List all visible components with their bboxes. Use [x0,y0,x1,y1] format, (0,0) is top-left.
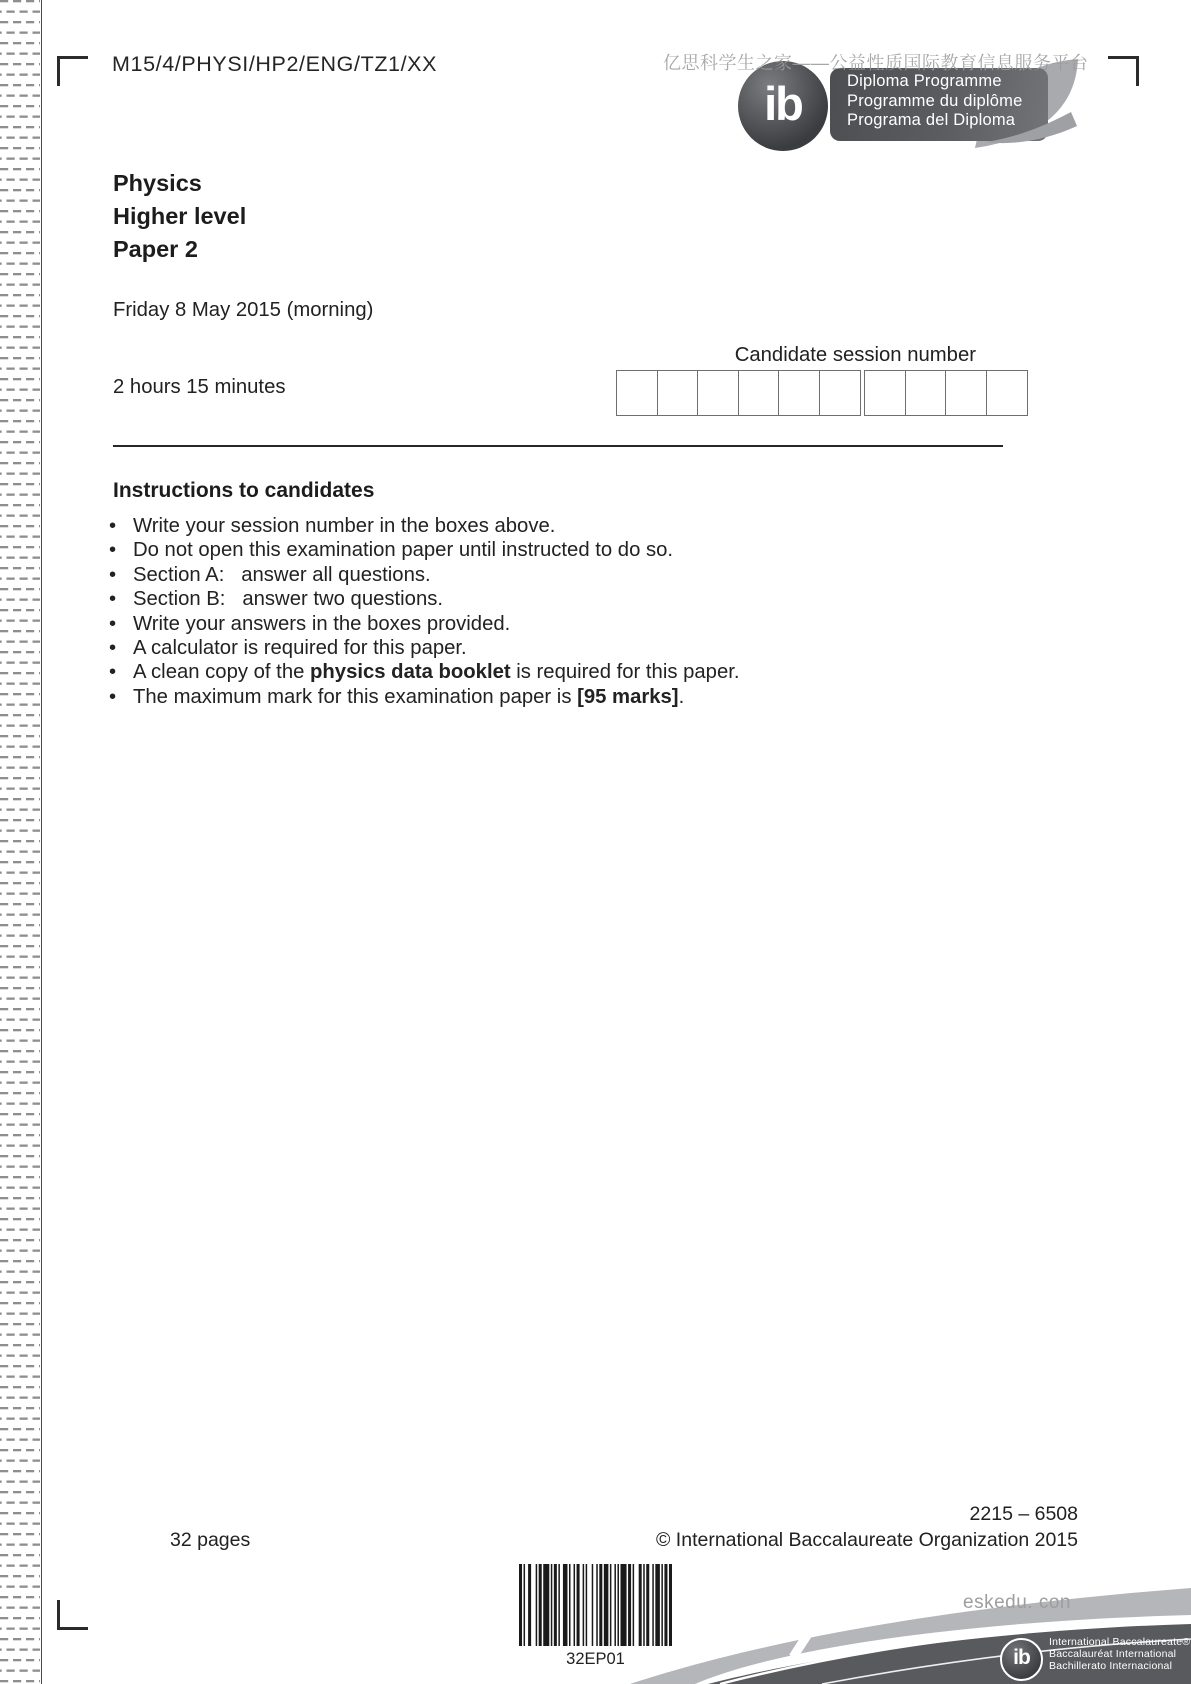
bullet-text: A calculator is required for this paper. [133,637,467,660]
left-texture-strip [0,0,40,1684]
instruction-bullet-item [105,563,1005,587]
exam-duration: 2 hours 15 minutes [113,376,286,398]
footer-ib-line-3: Bachillerato Internacional [1049,1660,1173,1672]
instructions-list [105,514,1005,709]
instruction-bullet-item [105,514,1005,538]
session-number-box[interactable] [616,370,658,416]
ib-banner-line-3: Programa del Diploma [847,111,1016,130]
session-number-box[interactable] [905,370,947,416]
exam-date: Friday 8 May 2015 (morning) [113,299,374,321]
exam-code: M15/4/PHYSI/HP2/ENG/TZ1/XX [112,52,438,76]
instruction-bullet-item [105,685,1005,709]
session-number-box[interactable] [778,370,820,416]
instruction-bullet-item [105,538,1005,562]
instructions-heading: Instructions to candidates [113,479,375,502]
session-number-box[interactable] [986,370,1028,416]
instruction-bullet-item [105,612,1005,636]
chinese-watermark: 亿思科学生之家——公益性质国际教育信息服务平台 [663,53,1089,73]
footer-ib-line-1: International Baccalaureate® [1049,1636,1191,1648]
left-strip-border-line [41,0,43,1684]
instruction-bullet-item [105,660,1005,684]
footer-copyright: © International Baccalaureate Organization 2015 [656,1529,1078,1551]
bullet-dot: • [109,637,117,660]
bullet-text: Write your answers in the boxes provided. [133,612,511,635]
eskedu-watermark: eskedu. con [963,1592,1071,1613]
footer-ib-logo-letters: ib [1013,1646,1030,1669]
instruction-bullet-item [105,636,1005,660]
ib-banner-line-2: Programme du diplôme [847,91,1023,110]
bullet-dot: • [109,515,117,537]
bullet-text: A clean copy of the [133,661,311,684]
candidate-session-boxes [616,370,1028,416]
ib-logo-letters: ib [764,76,802,130]
bullet-dot: • [109,612,117,635]
banner-leaf-overlap-icon [983,110,1083,150]
candidate-session-label: Candidate session number [734,344,976,366]
page-title-level: Higher level [113,203,247,229]
session-number-box[interactable] [864,370,906,416]
bullet-text: Section A: answer all questions. [133,563,431,586]
session-number-box[interactable] [657,370,699,416]
bullet-text: Write your session number in the boxes above. [133,515,556,537]
crop-mark-bottom-left [57,1600,88,1630]
session-number-box[interactable] [945,370,987,416]
bullet-dot: • [109,563,117,586]
bullet-text: Do not open this examination paper until instructed to do so. [133,539,674,562]
page-title-subject: Physics [113,170,202,196]
bullet-dot: • [109,539,117,562]
ib-banner-line-1: Diploma Programme [847,72,1002,90]
session-number-box[interactable] [819,370,861,416]
crop-mark-top-left [57,56,88,86]
divider-rule [113,445,1003,447]
bullet-dot: • [109,661,117,684]
bullet-text: is required for this paper. [510,661,740,684]
session-number-box[interactable] [738,370,780,416]
bullet-text: Section B: answer two questions. [133,588,444,611]
footer-ib-logo-text [1049,1636,1190,1672]
footer-paper-code: 2215 – 6508 [969,1503,1078,1525]
footer-ib-line-2: Baccalauréat International [1049,1648,1177,1660]
bullet-dot: • [109,588,117,611]
footer-ib-logo-circle [1000,1638,1043,1681]
barcode-label: 32EP01 [566,1650,625,1668]
crop-mark-top-right [1108,56,1139,86]
footer-page-count: 32 pages [170,1529,251,1551]
bullet-text: . [678,685,685,708]
bullet-dot: • [109,685,117,708]
page-title-paper: Paper 2 [113,236,198,262]
bullet-text: The maximum mark for this examination paper is [133,685,578,708]
bullet-text: [95 marks] [577,685,679,708]
bullet-text: physics data booklet [310,661,511,684]
instruction-bullet-item [105,587,1005,611]
barcode-icon [519,1564,672,1646]
session-number-box[interactable] [697,370,739,416]
